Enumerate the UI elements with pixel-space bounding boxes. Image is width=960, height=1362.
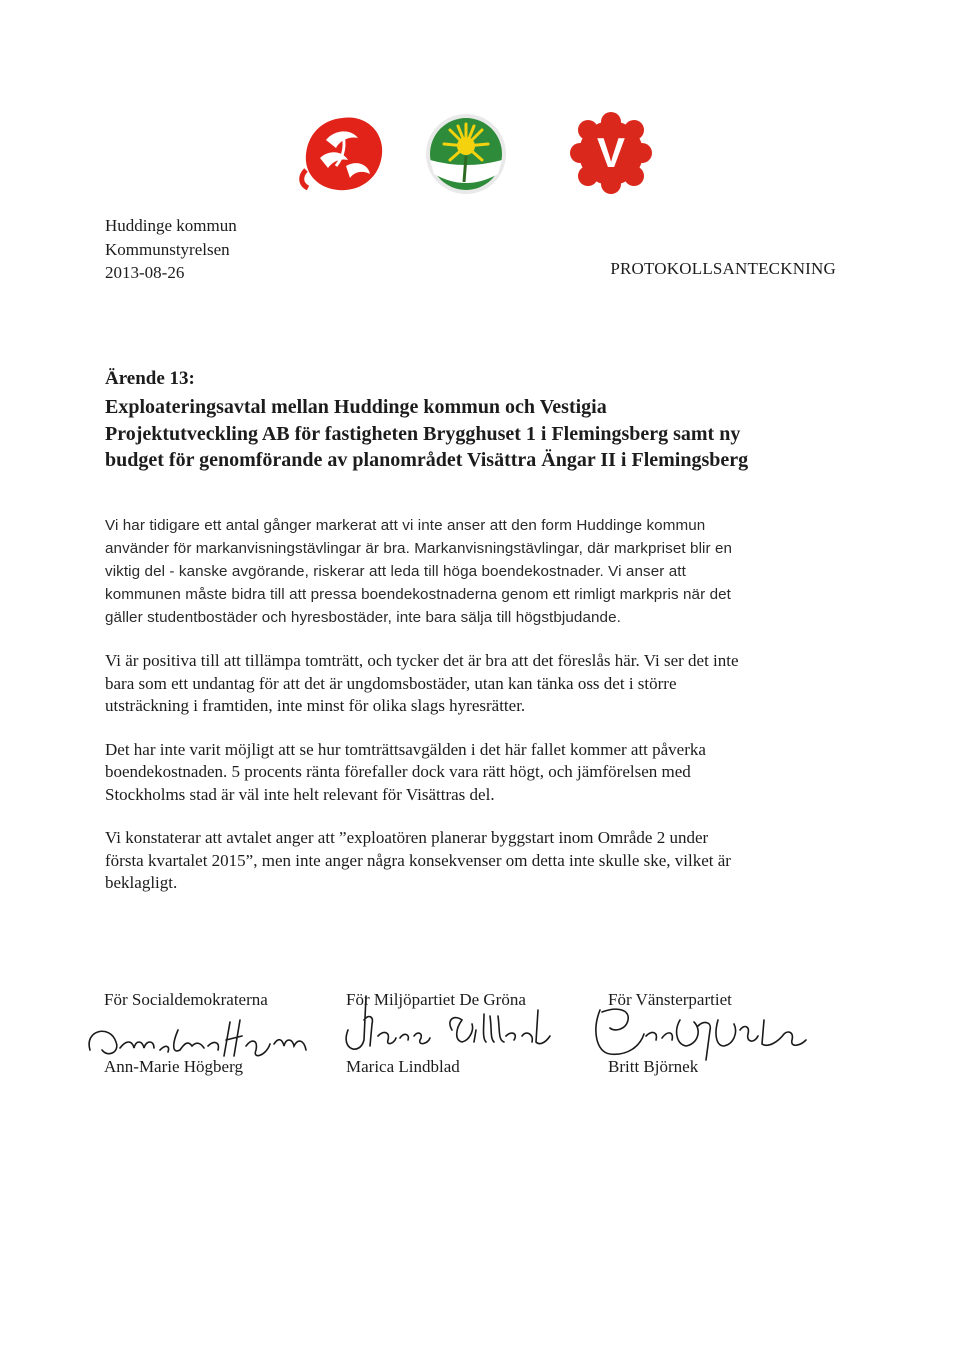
document-type: PROTOKOLLSANTECKNING — [610, 259, 836, 278]
social-democrats-rose-icon — [296, 110, 388, 196]
case-title-line: budget för genomförande av planområdet Visättra Ängar II i Flemingsberg — [105, 449, 749, 471]
handwritten-signature — [334, 990, 574, 1066]
text-line: Vi har tidigare ett antal gånger markerat att vi inte anser att den form Huddinge kommun — [105, 517, 706, 534]
signature-miljopartiet — [346, 990, 526, 1076]
svg-text:V: V — [596, 129, 626, 176]
text-line: viktig del - kanske avgörande, riskerar att leda till höga boendekostnader. Vi anser att — [105, 563, 686, 580]
document-date: 2013-08-26 — [105, 263, 185, 282]
heading-block — [105, 365, 850, 474]
party-logos — [296, 110, 656, 196]
text-line: använder för markanvisningstävlingar är bra. Markanvisningstävlingar, där markpriset blir en — [105, 540, 733, 557]
signature-name: Marica Lindblad — [346, 1057, 460, 1076]
signature-block — [0, 990, 960, 1090]
paragraph — [105, 827, 840, 895]
case-title — [105, 394, 850, 474]
left-party-v-icon — [568, 110, 654, 196]
paragraph — [105, 650, 840, 718]
text-line: boendekostnaden. 5 procents ränta förefaller dock vara rätt högt, och jämförelsen med — [105, 762, 691, 781]
signature-name: Ann-Marie Högberg — [104, 1057, 243, 1076]
green-party-dandelion-icon — [424, 112, 508, 196]
text-line: kommunen måste bidra till att pressa boendekostnaderna genom ett rimligt markpris när det — [105, 586, 731, 603]
text-line: beklagligt. — [105, 873, 178, 892]
signature-party: För Socialdemokraterna — [104, 990, 268, 1009]
paragraph — [105, 514, 840, 629]
text-line: Stockholms stad är väl inte helt relevant för Visättras del. — [105, 784, 495, 804]
text-line: Det har inte varit möjligt att se hur tomträttsavgälden i det här fallet kommer att påverka — [105, 739, 706, 759]
signature-party: För Miljöpartiet De Gröna — [346, 990, 526, 1009]
document-body — [105, 514, 840, 916]
board-name: Kommunstyrelsen — [105, 239, 230, 259]
case-title-line: Exploateringsavtal mellan Huddinge kommun och Vestigia — [105, 396, 607, 418]
case-title-line: Projektutveckling AB för fastigheten Brygghuset 1 i Flemingsberg samt ny — [105, 422, 741, 445]
text-line: utsträckning i framtiden, inte minst för olika slags hyresrätter. — [105, 696, 526, 715]
signature-party: För Vänsterpartiet — [608, 990, 732, 1009]
signature-vansterpartiet — [608, 990, 732, 1076]
case-number: Ärende 13: — [105, 368, 195, 389]
paragraph — [105, 739, 840, 807]
text-line: bara som ett undantag för att det är ungdomsbostäder, utan kan tänka oss det i större — [105, 673, 677, 693]
text-line: gäller studentbostäder och hyresbostäder, inte bara sälja till högstbjudande. — [105, 609, 621, 626]
sender-block — [105, 214, 237, 285]
text-line: Vi konstaterar att avtalet anger att ”exploatören planerar byggstart inom Område 2 under — [105, 828, 709, 847]
signature-name: Britt Björnek — [608, 1057, 699, 1076]
signature-socialdemokraterna — [104, 990, 268, 1076]
text-line: Vi är positiva till att tillämpa tomträtt, och tycker det är bra att det föreslås här. Vi ser det inte — [105, 651, 739, 670]
municipality-name: Huddinge kommun — [105, 216, 237, 235]
text-line: första kvartalet 2015”, men inte anger några konsekvenser om detta inte skulle ske, vilket är — [105, 850, 731, 870]
